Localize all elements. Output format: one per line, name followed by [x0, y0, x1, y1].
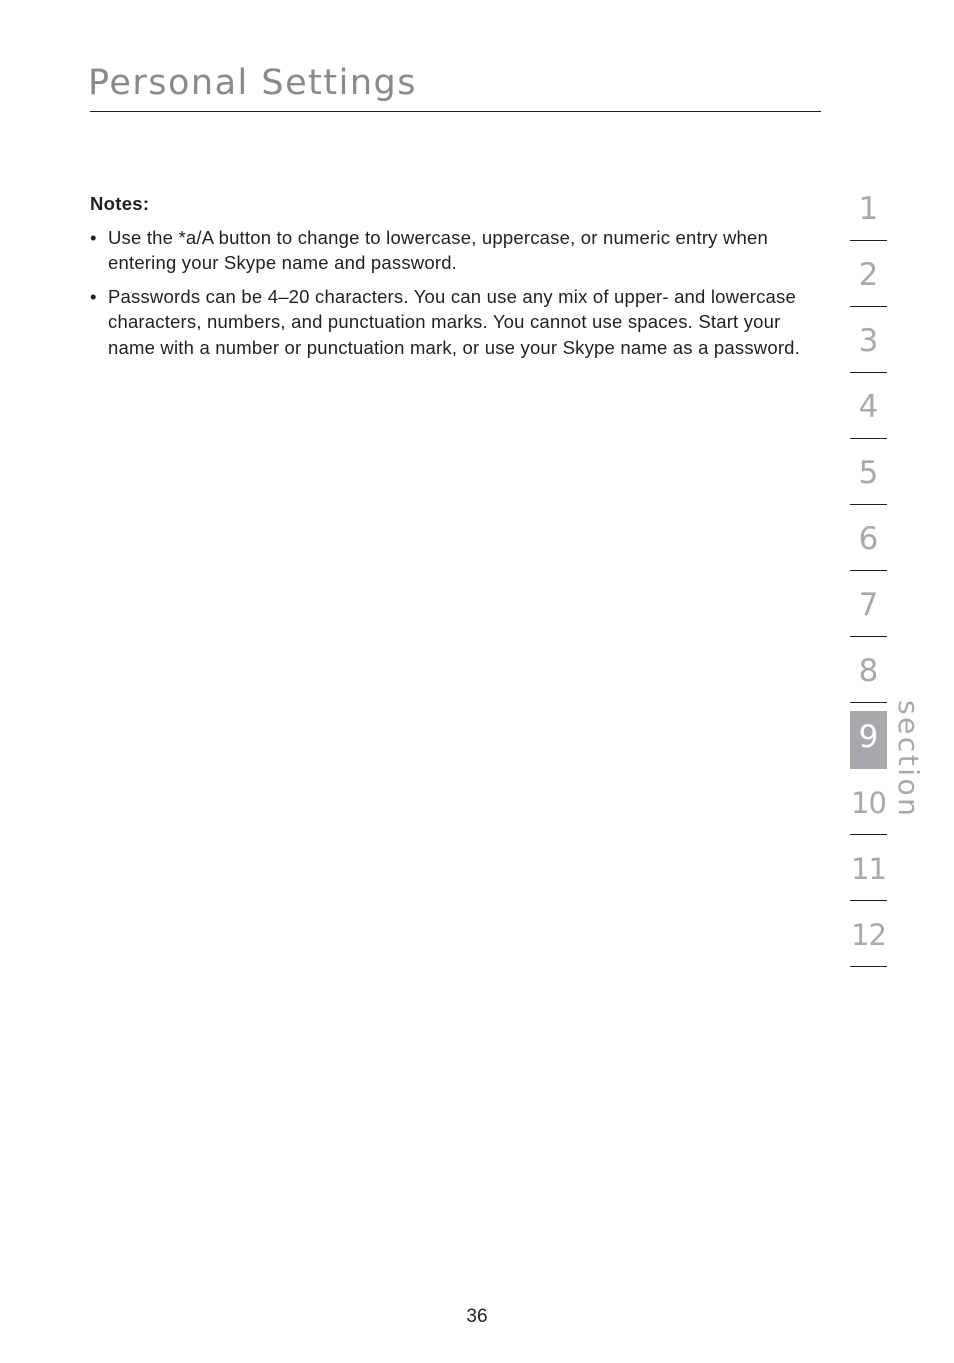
section-tab-3[interactable]: 3	[850, 315, 887, 373]
note-text: Passwords can be 4–20 characters. You can use any mix of upper- and lowercase characters, numbers, and punctuation marks. You cannot use spaces. Start your name with a number or punctuation mark, or use your Skype name as a password.	[108, 285, 801, 358]
note-text: Use the *a/A button to change to lowercase, uppercase, or numeric entry when entering your Skype name and password.	[108, 226, 768, 273]
section-label: section	[892, 700, 925, 819]
section-tab-8[interactable]: 8	[850, 645, 887, 703]
bullet-icon: •	[90, 226, 97, 248]
section-tab-2[interactable]: 2	[850, 249, 887, 307]
section-tab-4[interactable]: 4	[850, 381, 887, 439]
bullet-icon: •	[90, 285, 97, 307]
notes-list	[90, 225, 810, 361]
notes-block	[90, 191, 810, 368]
section-tab-10[interactable]: 10	[850, 777, 887, 835]
page-number: 36	[466, 1306, 488, 1327]
list-item	[90, 225, 810, 276]
section-tab-1[interactable]: 1	[850, 183, 887, 241]
list-item	[90, 284, 810, 361]
page-title: Personal Settings	[88, 63, 417, 103]
notes-heading: Notes:	[90, 193, 150, 214]
section-tab-9-active[interactable]: 9	[850, 711, 887, 769]
section-tab-12[interactable]: 12	[850, 909, 887, 967]
section-tab-5[interactable]: 5	[850, 447, 887, 505]
section-tab-6[interactable]: 6	[850, 513, 887, 571]
title-divider	[90, 111, 821, 112]
section-tab-11[interactable]: 11	[850, 843, 887, 901]
section-tab-7[interactable]: 7	[850, 579, 887, 637]
section-nav	[850, 183, 888, 975]
